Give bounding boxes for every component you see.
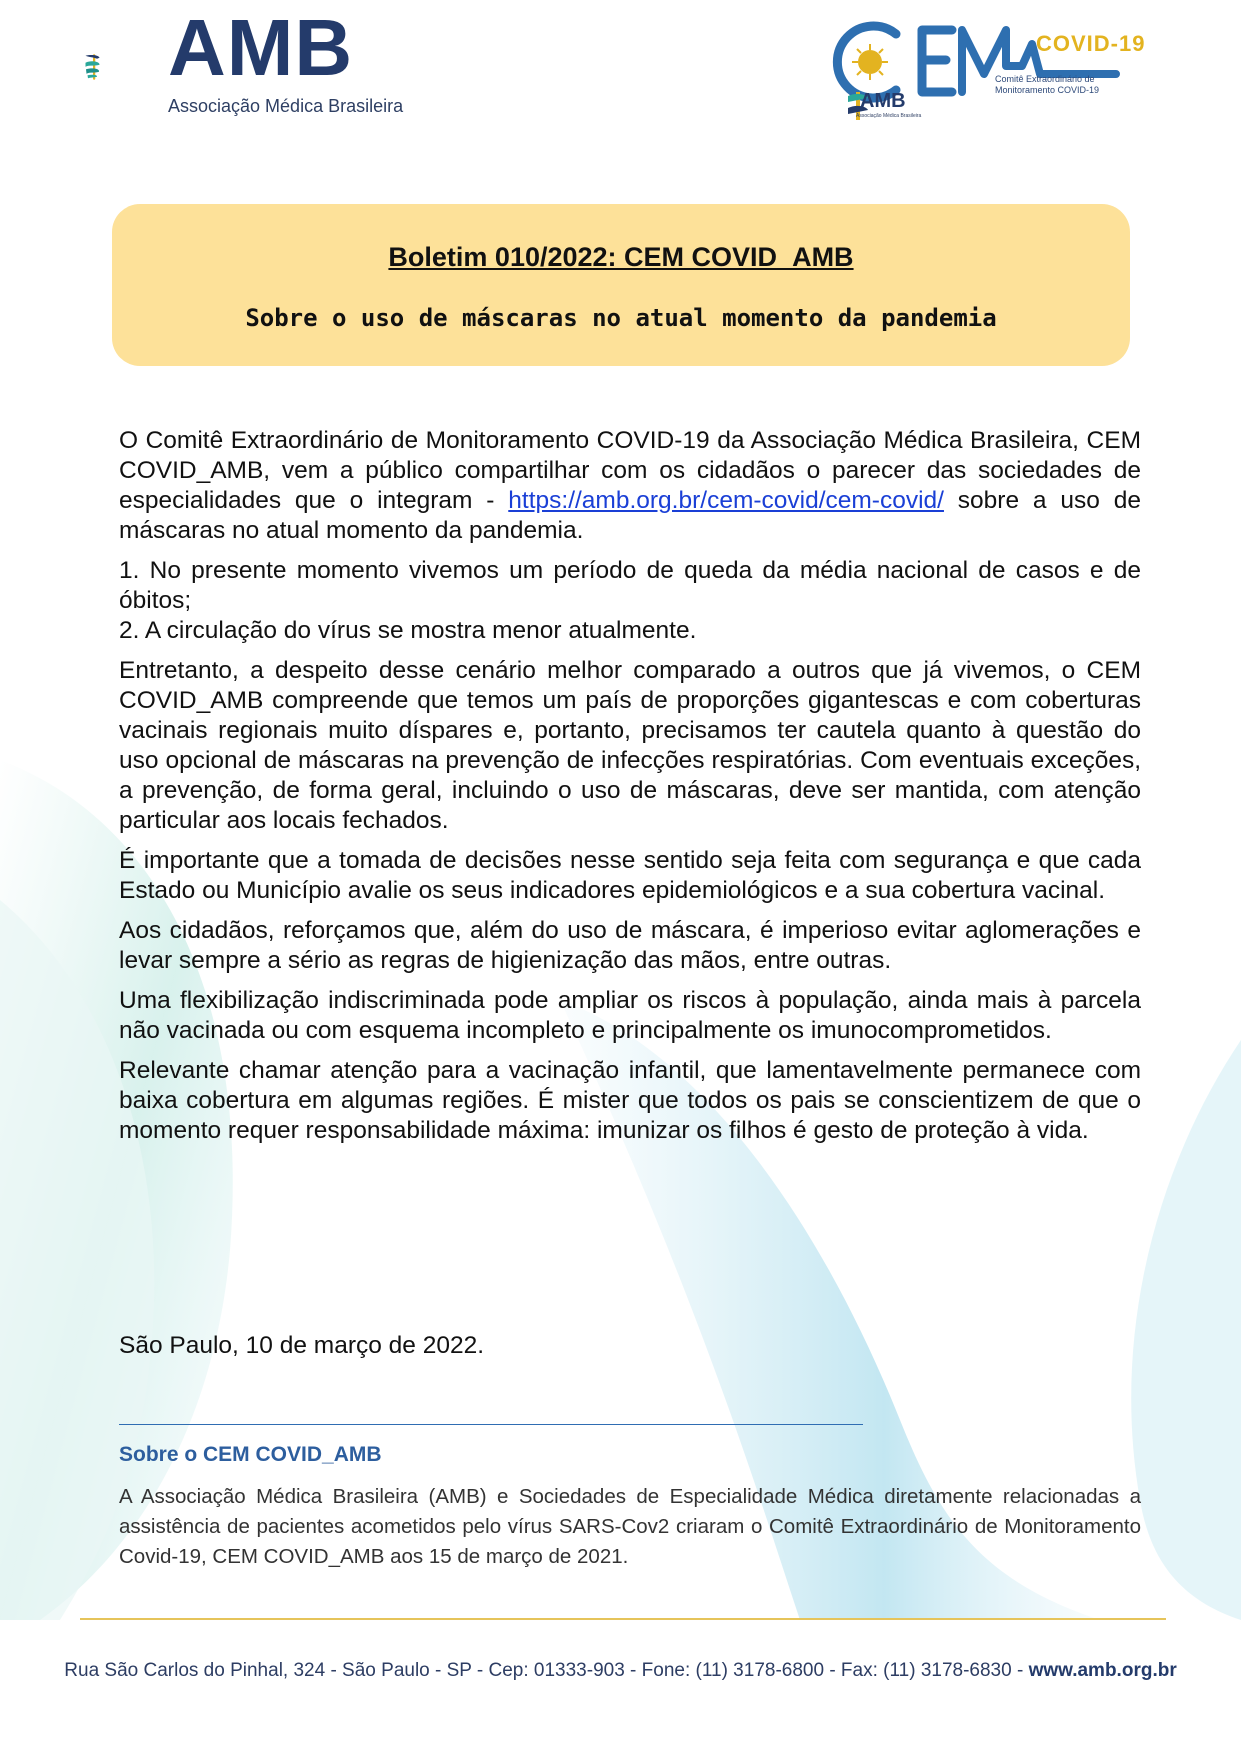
- address-text: Rua São Carlos do Pinhal, 324 - São Paulo - SP - Cep: 01333-903 - Fone: (11) 3178-6800 - Fax: (11) 3178-6830 -: [64, 1660, 1029, 1681]
- paragraph-caution: Entretanto, a despeito desse cenário melhor comparado a outros que já vivemos, o CEM COVID_AMB compreende que temos um país de proporções gigantescas e com coberturas vacinais regionais muito díspares e, portanto, precisamos ter cautela quanto à questão do uso opcional de máscaras na prevenção de infecções respiratórias. Com eventuais exceções, a prevenção, de forma geral, incluindo o uso de máscaras, deve ser mantida, com atenção particular aos locais fechados.: [119, 657, 1141, 834]
- amb-logo-text: AMB: [168, 3, 354, 92]
- paragraph-flexibilization: Uma flexibilização indiscriminada pode ampliar os riscos à população, ainda mais à parcela não vacinada ou com esquema incompleto e principalmente os imunocomprometidos.: [119, 987, 1141, 1044]
- about-text: A Associação Médica Brasileira (AMB) e Sociedades de Especialidade Médica diretamente relacionadas a assistência de pacientes acometidos pelo vírus SARS-Cov2 criaram o Comitê Extraordinário de Monitoramento Covid-19, CEM COVID_AMB aos 15 de março de 2021.: [119, 1485, 1141, 1568]
- bulletin-body: [119, 426, 1141, 1156]
- list-item-2: 2. A circulação do vírus se mostra menor atualmente.: [119, 617, 697, 644]
- intro-text: O Comitê Extraordinário de Monitoramento COVID-19 da Associação Médica Brasileira, CEM COVID_AMB, vem a público compartilhar com os cidadãos o parecer das sociedades de especialidades que o integram -: [119, 427, 1141, 514]
- cem-covid-link[interactable]: https://amb.org.br/cem-covid/cem-covid/: [508, 487, 944, 514]
- cem-logo-line1: Comitê Extraordinário de: [995, 74, 1095, 84]
- paragraph-decisions: É importante que a tomada de decisões nesse sentido seja feita com segurança e que cada Estado ou Município avalie os seus indicadores epidemiológicos e a sua cobertura vacinal.: [119, 847, 1141, 904]
- title-box: [112, 204, 1130, 366]
- about-divider: [119, 1424, 863, 1425]
- cem-amb-mark-subtitle: Associação Médica Brasileira: [856, 113, 922, 119]
- website-link[interactable]: www.amb.org.br: [1028, 1660, 1177, 1681]
- list-item-1: 1. No presente momento vivemos um período de queda da média nacional de casos e de óbitos;: [119, 557, 1141, 614]
- cem-logo-line2: Monitoramento COVID-19: [995, 85, 1100, 95]
- cem-amb-mark-text: AMB: [860, 90, 906, 112]
- intro-text-end: sobre a uso de máscaras no atual momento da pandemia.: [119, 487, 1141, 544]
- bulletin-title: Boletim 010/2022: CEM COVID_AMB: [388, 242, 854, 272]
- closing-date: São Paulo, 10 de março de 2022.: [119, 1332, 485, 1359]
- intro-paragraph: [119, 426, 1141, 546]
- amb-logo-subtitle: Associação Médica Brasileira: [168, 96, 404, 116]
- paragraph-citizens: Aos cidadãos, reforçamos que, além do uso de máscara, é imperioso evitar aglomerações e levar sempre a sério as regras de higienização das mãos, entre outras.: [119, 917, 1141, 974]
- amb-caduceus-logo: [84, 12, 164, 122]
- paragraph-vaccination: Relevante chamar atenção para a vacinação infantil, que lamentavelmente permanece com baixa cobertura em algumas regiões. É mister que todos os pais se conscientizem de que o momento requer responsabilidade máxima: imunizar os filhos é gesto de proteção à vida.: [119, 1057, 1141, 1144]
- footer-divider: [80, 1618, 1166, 1620]
- bulletin-subtitle: Sobre o uso de máscaras no atual momento da pandemia: [245, 304, 997, 332]
- about-title: Sobre o CEM COVID_AMB: [119, 1443, 382, 1466]
- cem-covid-badge: COVID-19: [1036, 31, 1146, 56]
- footer-address: [0, 1660, 1241, 1682]
